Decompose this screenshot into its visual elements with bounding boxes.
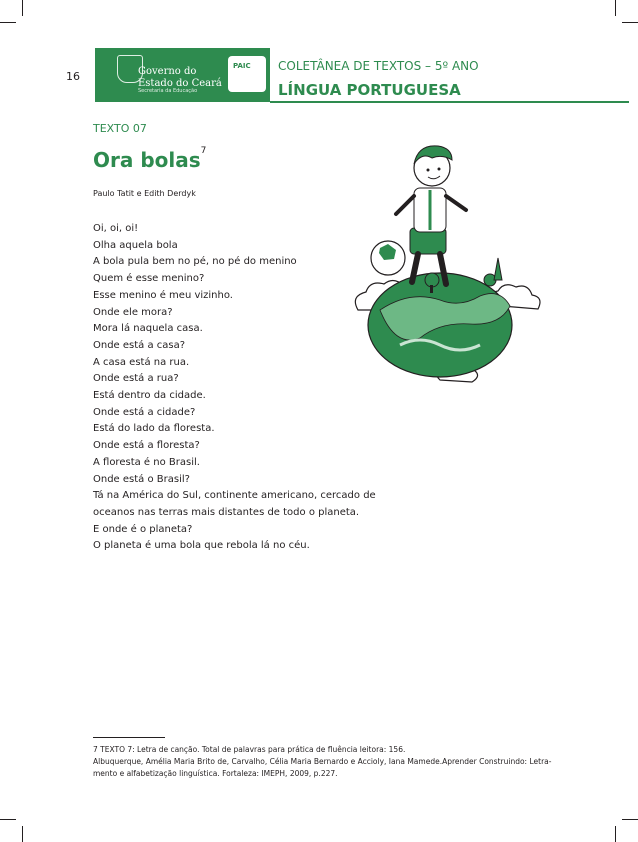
poem-line: Onde está a rua? [93, 373, 179, 385]
gov-title-line1: Governo do [138, 66, 197, 77]
collection-title: COLETÂNEA DE TEXTOS – 5º ANO [278, 59, 479, 73]
crop-mark [615, 826, 616, 842]
crop-mark [615, 0, 616, 16]
header-underline [270, 101, 629, 103]
poem-line: Onde está a cidade? [93, 406, 196, 418]
gov-title-line2: Estado do Ceará [138, 78, 222, 89]
poem-line: Quem é esse menino? [93, 273, 205, 285]
poem-line: Onde ele mora? [93, 306, 173, 318]
poem-authors: Paulo Tatit e Edith Derdyk [93, 189, 196, 198]
poem-line: Onde está a floresta? [93, 440, 200, 452]
poem-line: Mora lá naquela casa. [93, 323, 203, 335]
paic-logo-icon [228, 56, 266, 92]
footnote-line: Albuquerque, Amélia Maria Brito de, Carvalho, Célia Maria Bernardo e Accioly, Iana Mamede.Aprender Construindo: Letra- [93, 757, 552, 766]
poem-title [93, 148, 206, 172]
crop-mark [0, 819, 16, 820]
crop-mark [622, 819, 638, 820]
crop-mark [22, 0, 23, 16]
poem-line: O planeta é uma bola que rebola lá no céu. [93, 540, 310, 552]
footnote-rule [93, 737, 165, 738]
poem-line: A casa está na rua. [93, 356, 190, 368]
poem-line: oceanos nas terras mais distantes de todo o planeta. [93, 506, 360, 518]
crop-mark [0, 22, 16, 23]
poem-line: Onde está a casa? [93, 339, 186, 351]
poem-line: A floresta é no Brasil. [93, 456, 200, 468]
text-label: TEXTO 07 [93, 122, 147, 135]
gov-subtitle: Secretaria da Educação [138, 88, 198, 94]
paic-logo-label: PAIC [233, 62, 251, 70]
poem-line: Oi, oi, oi! [93, 223, 139, 234]
gov-title [138, 66, 222, 90]
footnote-marker: 7 [200, 146, 207, 156]
crop-mark [22, 826, 23, 842]
footnote [93, 744, 573, 780]
poem-line: A bola pula bem no pé, no pé do menino [93, 256, 297, 268]
subject-title: LÍNGUA PORTUGUESA [278, 81, 461, 99]
poem-line: Tá na América do Sul, continente americano, cercado de [93, 490, 376, 502]
footnote-line: 7 TEXTO 7: Letra de canção. Total de palavras para prática de fluência leitora: 156. [93, 745, 406, 754]
poem-line: Esse menino é meu vizinho. [93, 289, 233, 301]
poem-line: Onde está o Brasil? [93, 473, 190, 485]
poem-line: Está dentro da cidade. [93, 390, 206, 402]
poem-line: E onde é o planeta? [93, 523, 193, 535]
poem-line: Está do lado da floresta. [93, 423, 215, 435]
footnote-line: mento e alfabetização linguística. Fortaleza: IMEPH, 2009, p.227. [93, 769, 338, 778]
crop-mark [622, 22, 638, 23]
boy-on-globe-illustration [340, 140, 560, 400]
poem-title-text: Ora bolas [93, 148, 201, 172]
poem-line: Olha aquela bola [93, 239, 178, 251]
page-number: 16 [66, 70, 80, 83]
